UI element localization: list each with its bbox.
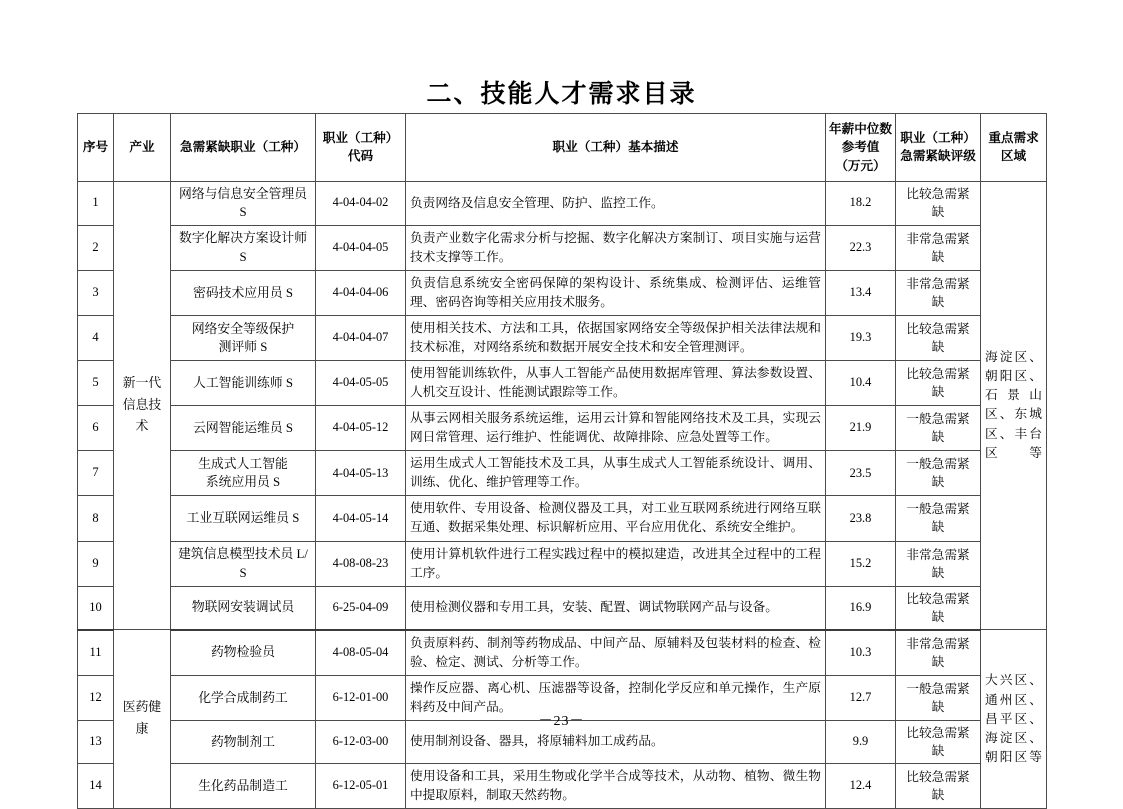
table-row <box>78 541 1047 586</box>
header-region-line1: 重点需求 <box>988 131 1039 146</box>
cell-median-salary: 12.7 <box>826 675 896 720</box>
cell-occupation-code: 6-12-05-01 <box>316 763 406 808</box>
table-row <box>78 361 1047 406</box>
cell-occupation-name: 药物制剂工 <box>171 720 316 763</box>
cell-occupation-description: 使用制剂设备、器具，将原辅料加工成药品。 <box>406 720 826 763</box>
page-number: －23－ <box>538 714 585 729</box>
cell-shortage-rating: 一般急需紧缺 <box>896 675 981 720</box>
header-salary <box>826 114 896 182</box>
table-row <box>78 496 1047 541</box>
cell-occupation-code: 4-08-05-04 <box>316 630 406 676</box>
header-description: 职业（工种）基本描述 <box>406 114 826 182</box>
cell-occupation-code: 4-04-04-05 <box>316 225 406 270</box>
header-salary-line2: 参考值 <box>841 140 880 155</box>
cell-sequence-number: 10 <box>78 586 114 630</box>
cell-key-demand-region: 海淀区、朝阳区、石景山区、东城区、丰台区等 <box>981 181 1047 629</box>
cell-occupation-name: 人工智能训练师 S <box>171 361 316 406</box>
header-rating <box>896 114 981 182</box>
header-rating-line2: 急需紧缺评级 <box>900 149 976 164</box>
cell-occupation-name: 建筑信息模型技术员 L/S <box>171 541 316 586</box>
cell-occupation-description: 使用设备和工具，采用生物或化学半合成等技术，从动物、植物、微生物中提取原料，制取天然药物。 <box>406 763 826 808</box>
table-row <box>78 270 1047 315</box>
cell-occupation-code: 6-12-01-00 <box>316 675 406 720</box>
cell-median-salary: 12.4 <box>826 763 896 808</box>
cell-median-salary: 23.5 <box>826 451 896 496</box>
cell-occupation-name: 化学合成制药工 <box>171 675 316 720</box>
cell-sequence-number: 6 <box>78 406 114 451</box>
cell-sequence-number: 9 <box>78 541 114 586</box>
cell-occupation-code: 4-04-05-12 <box>316 406 406 451</box>
cell-occupation-name: 网络安全等级保护 测评师 S <box>171 316 316 361</box>
cell-occupation-code: 4-04-04-07 <box>316 316 406 361</box>
cell-shortage-rating: 比较急需紧缺 <box>896 763 981 808</box>
cell-sequence-number: 11 <box>78 630 114 676</box>
cell-occupation-description: 负责网络及信息安全管理、防护、监控工作。 <box>406 181 826 225</box>
cell-median-salary: 19.3 <box>826 316 896 361</box>
cell-key-demand-region: 大兴区、通州区、昌平区、海淀区、朝阳区等 <box>981 630 1047 809</box>
header-seq: 序号 <box>78 114 114 182</box>
cell-sequence-number: 3 <box>78 270 114 315</box>
cell-median-salary: 18.2 <box>826 181 896 225</box>
cell-shortage-rating: 比较急需紧缺 <box>896 720 981 763</box>
cell-occupation-description: 从事云网相关服务系统运维，运用云计算和智能网络技术及工具，实现云网日常管理、运行维护、性能调优、故障排除、应急处置等工作。 <box>406 406 826 451</box>
header-industry: 产业 <box>114 114 171 182</box>
cell-occupation-code: 4-08-08-23 <box>316 541 406 586</box>
cell-median-salary: 10.4 <box>826 361 896 406</box>
table-row <box>78 406 1047 451</box>
cell-shortage-rating: 比较急需紧缺 <box>896 586 981 630</box>
cell-sequence-number: 8 <box>78 496 114 541</box>
table-row <box>78 225 1047 270</box>
cell-occupation-description: 使用软件、专用设备、检测仪器及工具，对工业互联网系统进行网络互联互通、数据采集处理、标识解析应用、平台应用优化、系统安全维护。 <box>406 496 826 541</box>
table-row <box>78 630 1047 676</box>
cell-shortage-rating: 比较急需紧缺 <box>896 361 981 406</box>
cell-median-salary: 15.2 <box>826 541 896 586</box>
header-salary-line1: 年薪中位数 <box>829 122 892 136</box>
cell-shortage-rating: 非常急需紧缺 <box>896 630 981 676</box>
cell-median-salary: 10.3 <box>826 630 896 676</box>
cell-shortage-rating: 非常急需紧缺 <box>896 270 981 315</box>
cell-occupation-description: 负责信息系统安全密码保障的架构设计、系统集成、检测评估、运维管理、密码咨询等相关应用技术服务。 <box>406 270 826 315</box>
cell-occupation-description: 操作反应器、离心机、压滤器等设备，控制化学反应和单元操作，生产原料药及中间产品。 <box>406 675 826 720</box>
cell-occupation-name: 物联网安装调试员 <box>171 586 316 630</box>
cell-occupation-name: 生化药品制造工 <box>171 763 316 808</box>
table-row <box>78 763 1047 808</box>
cell-median-salary: 9.9 <box>826 720 896 763</box>
cell-sequence-number: 13 <box>78 720 114 763</box>
cell-shortage-rating: 一般急需紧缺 <box>896 451 981 496</box>
cell-occupation-description: 使用相关技术、方法和工具，依据国家网络安全等级保护相关法律法规和技术标准，对网络系统和数据开展安全技术和安全管理测评。 <box>406 316 826 361</box>
demand-table-container <box>77 113 1046 809</box>
cell-median-salary: 23.8 <box>826 496 896 541</box>
cell-occupation-name: 生成式人工智能 系统应用员 S <box>171 451 316 496</box>
cell-occupation-name: 工业互联网运维员 S <box>171 496 316 541</box>
header-code-line2: 代码 <box>347 149 374 164</box>
table-row <box>78 451 1047 496</box>
page-title: 二、技能人才需求目录 <box>426 81 697 108</box>
cell-occupation-code: 4-04-04-02 <box>316 181 406 225</box>
cell-median-salary: 13.4 <box>826 270 896 315</box>
cell-occupation-name: 密码技术应用员 S <box>171 270 316 315</box>
cell-occupation-description: 使用智能训练软件，从事人工智能产品使用数据库管理、算法参数设置、人机交互设计、性能测试跟踪等工作。 <box>406 361 826 406</box>
cell-occupation-code: 4-04-05-05 <box>316 361 406 406</box>
header-salary-line3: （万元） <box>835 158 886 173</box>
cell-occupation-description: 负责原料药、制剂等药物成品、中间产品、原辅料及包装材料的检查、检验、检定、测试、分析等工作。 <box>406 630 826 676</box>
cell-median-salary: 22.3 <box>826 225 896 270</box>
cell-industry: 新一代 信息技术 <box>114 181 171 629</box>
cell-occupation-name: 云网智能运维员 S <box>171 406 316 451</box>
cell-occupation-description: 运用生成式人工智能技术及工具，从事生成式人工智能系统设计、调用、训练、优化、维护管理等工作。 <box>406 451 826 496</box>
table-row <box>78 181 1047 225</box>
cell-sequence-number: 5 <box>78 361 114 406</box>
cell-shortage-rating: 一般急需紧缺 <box>896 406 981 451</box>
cell-industry: 医药健康 <box>114 630 171 809</box>
cell-shortage-rating: 非常急需紧缺 <box>896 225 981 270</box>
cell-occupation-code: 6-25-04-09 <box>316 586 406 630</box>
cell-occupation-code: 4-04-05-13 <box>316 451 406 496</box>
header-code-line1: 职业（工种） <box>322 131 399 146</box>
cell-shortage-rating: 一般急需紧缺 <box>896 496 981 541</box>
cell-occupation-description: 使用计算机软件进行工程实践过程中的模拟建造，改进其全过程中的工程工序。 <box>406 541 826 586</box>
cell-occupation-description: 负责产业数字化需求分析与挖掘、数字化解决方案制订、项目实施与运营技术支撑等工作。 <box>406 225 826 270</box>
cell-sequence-number: 2 <box>78 225 114 270</box>
cell-occupation-code: 6-12-03-00 <box>316 720 406 763</box>
header-rating-line1: 职业（工种） <box>900 131 976 146</box>
header-region <box>981 114 1047 182</box>
cell-shortage-rating: 比较急需紧缺 <box>896 181 981 225</box>
cell-shortage-rating: 比较急需紧缺 <box>896 316 981 361</box>
table-row <box>78 316 1047 361</box>
cell-median-salary: 21.9 <box>826 406 896 451</box>
cell-occupation-name: 网络与信息安全管理员 S <box>171 181 316 225</box>
table-row <box>78 586 1047 630</box>
header-region-line2: 区域 <box>1000 149 1027 164</box>
cell-sequence-number: 7 <box>78 451 114 496</box>
table-header-row <box>78 114 1047 182</box>
header-code <box>316 114 406 182</box>
cell-occupation-name: 药物检验员 <box>171 630 316 676</box>
cell-occupation-code: 4-04-05-14 <box>316 496 406 541</box>
cell-occupation-code: 4-04-04-06 <box>316 270 406 315</box>
cell-sequence-number: 14 <box>78 763 114 808</box>
cell-occupation-name: 数字化解决方案设计师 S <box>171 225 316 270</box>
cell-median-salary: 16.9 <box>826 586 896 630</box>
cell-occupation-description: 使用检测仪器和专用工具，安装、配置、调试物联网产品与设备。 <box>406 586 826 630</box>
cell-shortage-rating: 非常急需紧缺 <box>896 541 981 586</box>
cell-sequence-number: 1 <box>78 181 114 225</box>
header-occupation: 急需紧缺职业（工种） <box>171 114 316 182</box>
cell-sequence-number: 4 <box>78 316 114 361</box>
cell-sequence-number: 12 <box>78 675 114 720</box>
skill-talent-demand-table <box>77 113 1047 809</box>
